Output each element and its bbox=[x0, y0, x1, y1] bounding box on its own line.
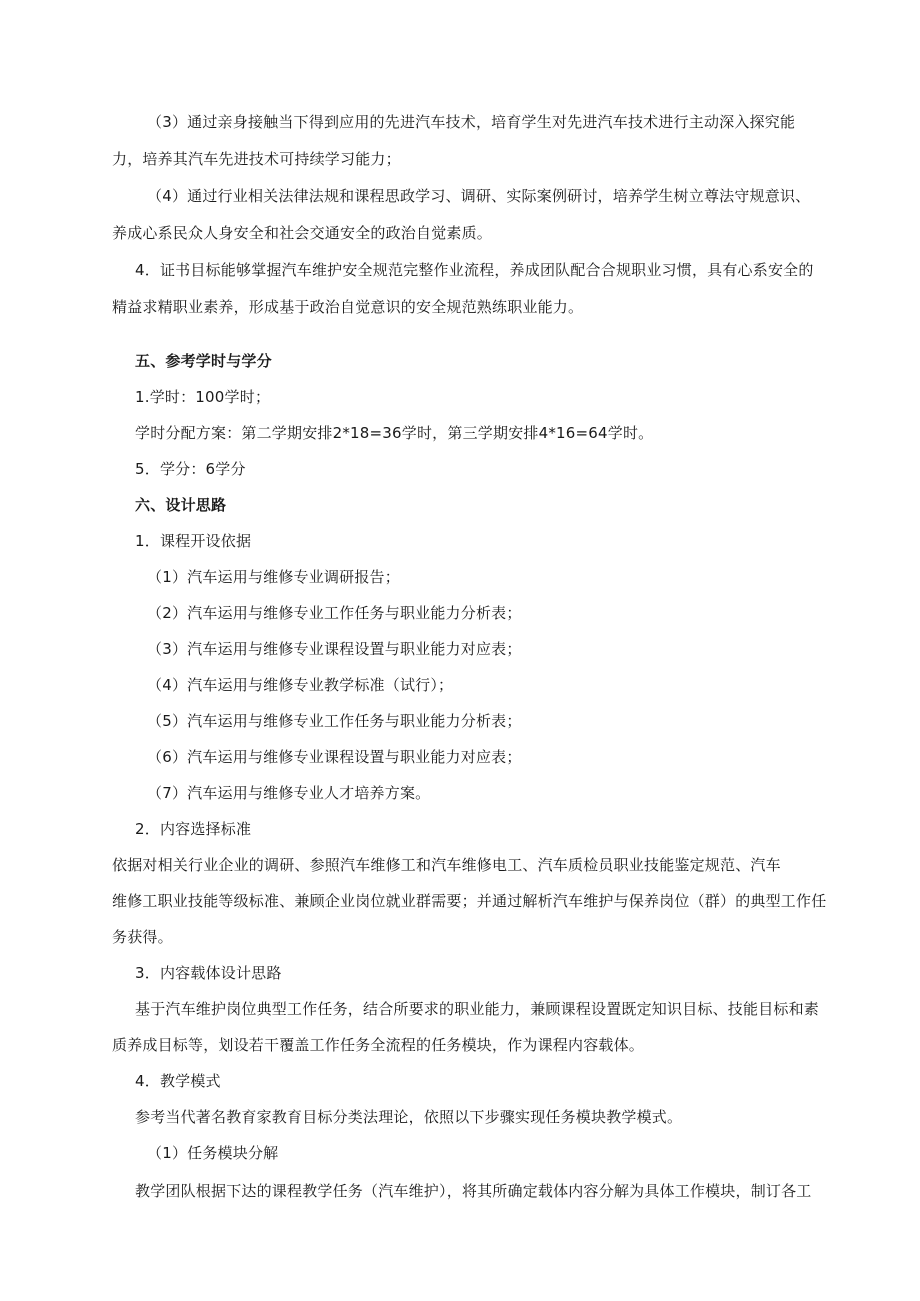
hours-line: 1.学时：100学时； bbox=[135, 388, 271, 406]
teaching-mode-line-1: 参考当代著名教育家教育目标分类法理论，依照以下步骤实现任务模块教学模式。 bbox=[135, 1108, 683, 1126]
content-standard-title: 2．内容选择标准 bbox=[135, 820, 252, 838]
goal-3-line-2: 力，培养其汽车先进技术可持续学习能力； bbox=[112, 150, 401, 168]
goal-4-line-2: 养成心系民众人身安全和社会交通安全的政治自觉素质。 bbox=[112, 224, 493, 242]
carrier-design-line-1: 基于汽车维护岗位典型工作任务，结合所要求的职业能力，兼顾课程设置既定知识目标、技能目标和素 bbox=[135, 1000, 820, 1018]
basis-item: （2）汽车运用与维修专业工作任务与职业能力分析表； bbox=[147, 604, 522, 622]
certificate-goal-line-1: 4．证书目标能够掌握汽车维护安全规范完整作业流程，养成团队配合合规职业习惯，具有心系安全的 bbox=[135, 261, 814, 279]
hours-plan-line: 学时分配方案：第二学期安排2*18=36学时，第三学期安排4*16=64学时。 bbox=[135, 424, 654, 442]
basis-item: （3）汽车运用与维修专业课程设置与职业能力对应表； bbox=[147, 640, 522, 658]
goal-3-line-1: （3）通过亲身接触当下得到应用的先进汽车技术，培育学生对先进汽车技术进行主动深入探究能 bbox=[147, 113, 796, 131]
basis-title: 1．课程开设依据 bbox=[135, 532, 252, 550]
credits-line: 5．学分：6学分 bbox=[135, 460, 246, 478]
certificate-goal-line-2: 精益求精职业素养，形成基于政治自觉意识的安全规范熟练职业能力。 bbox=[112, 298, 584, 316]
basis-item: （7）汽车运用与维修专业人才培养方案。 bbox=[147, 784, 431, 802]
basis-item: （1）汽车运用与维修专业调研报告； bbox=[147, 568, 400, 586]
teaching-mode-title: 4．教学模式 bbox=[135, 1072, 221, 1090]
carrier-design-title: 3．内容载体设计思路 bbox=[135, 964, 282, 982]
content-standard-line-3: 务获得。 bbox=[112, 928, 173, 946]
carrier-design-line-2: 质养成目标等，划设若干覆盖工作任务全流程的任务模块，作为课程内容载体。 bbox=[112, 1036, 645, 1054]
section-6-title: 六、设计思路 bbox=[135, 496, 227, 514]
content-standard-line-1: 依据对相关行业企业的调研、参照汽车维修工和汽车维修电工、汽车质检员职业技能鉴定规范、汽车 bbox=[112, 856, 781, 874]
basis-item: （5）汽车运用与维修专业工作任务与职业能力分析表； bbox=[147, 712, 522, 730]
teaching-mode-sub-1-line-1: 教学团队根据下达的课程教学任务（汽车维护），将其所确定载体内容分解为具体工作模块，制订各工 bbox=[135, 1182, 812, 1200]
content-standard-line-2: 维修工职业技能等级标准、兼顾企业岗位就业群需要；并通过解析汽车维护与保养岗位（群）的典型工作任 bbox=[112, 892, 827, 910]
teaching-mode-sub-1: （1）任务模块分解 bbox=[147, 1144, 279, 1162]
goal-4-line-1: （4）通过行业相关法律法规和课程思政学习、调研、实际案例研讨，培养学生树立尊法守规意识、 bbox=[147, 187, 811, 205]
basis-item: （4）汽车运用与维修专业教学标准（试行）； bbox=[147, 676, 454, 694]
section-5-title: 五、参考学时与学分 bbox=[135, 352, 272, 370]
basis-item: （6）汽车运用与维修专业课程设置与职业能力对应表； bbox=[147, 748, 522, 766]
